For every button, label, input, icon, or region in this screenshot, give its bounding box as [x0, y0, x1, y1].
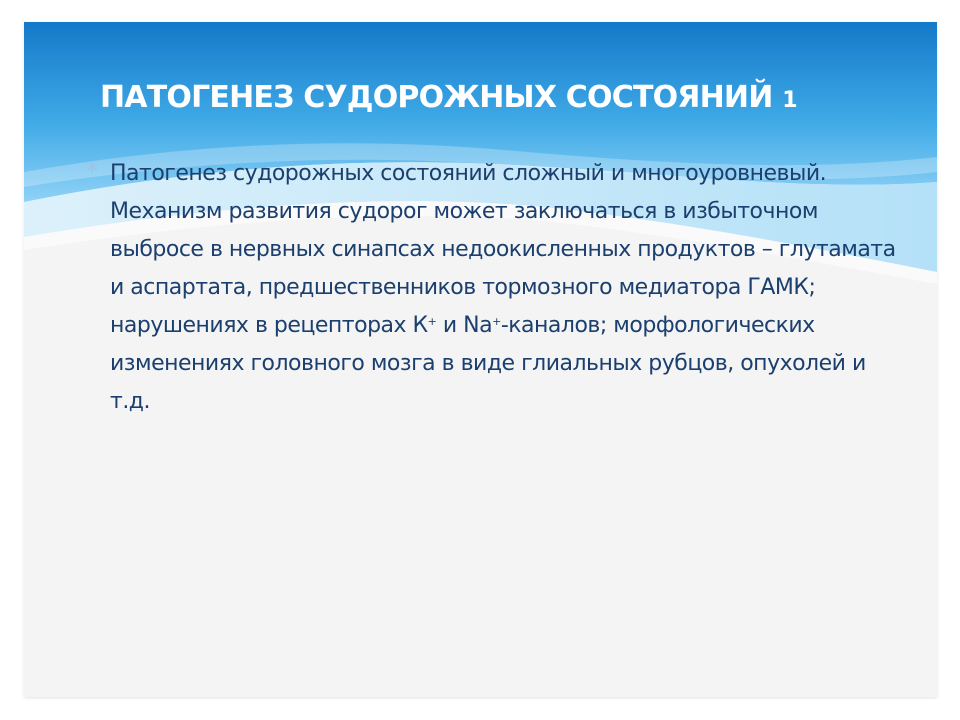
body-text-part-3: -каналов; морфологических изменениях головного мозга в виде глиальных рубцов, опухолей и т.д. — [110, 313, 866, 414]
slide-title-text: ПАТОГЕНЕЗ СУДОРОЖНЫХ СОСТОЯНИЙ — [100, 80, 773, 115]
slide — [24, 22, 937, 697]
slide-title-number: 1 — [782, 88, 797, 113]
potassium-superscript: + — [427, 315, 437, 328]
body-text-part-2: и Na — [436, 313, 493, 338]
slide-body — [110, 155, 910, 421]
asterisk-icon — [86, 161, 98, 173]
body-paragraph — [110, 155, 910, 421]
body-text-part-1: Патогенез судорожных состояний сложный и многоуровневый. Механизм развития судорог может заключаться в избыточном выбросе в нервных синапсах недоокисленных продуктов – глутамата и аспартата, предшественников тормозного медиатора ГАМК; нарушениях в рецепторах К — [110, 161, 896, 338]
slide-title — [100, 80, 797, 115]
sodium-superscript: + — [492, 315, 501, 328]
